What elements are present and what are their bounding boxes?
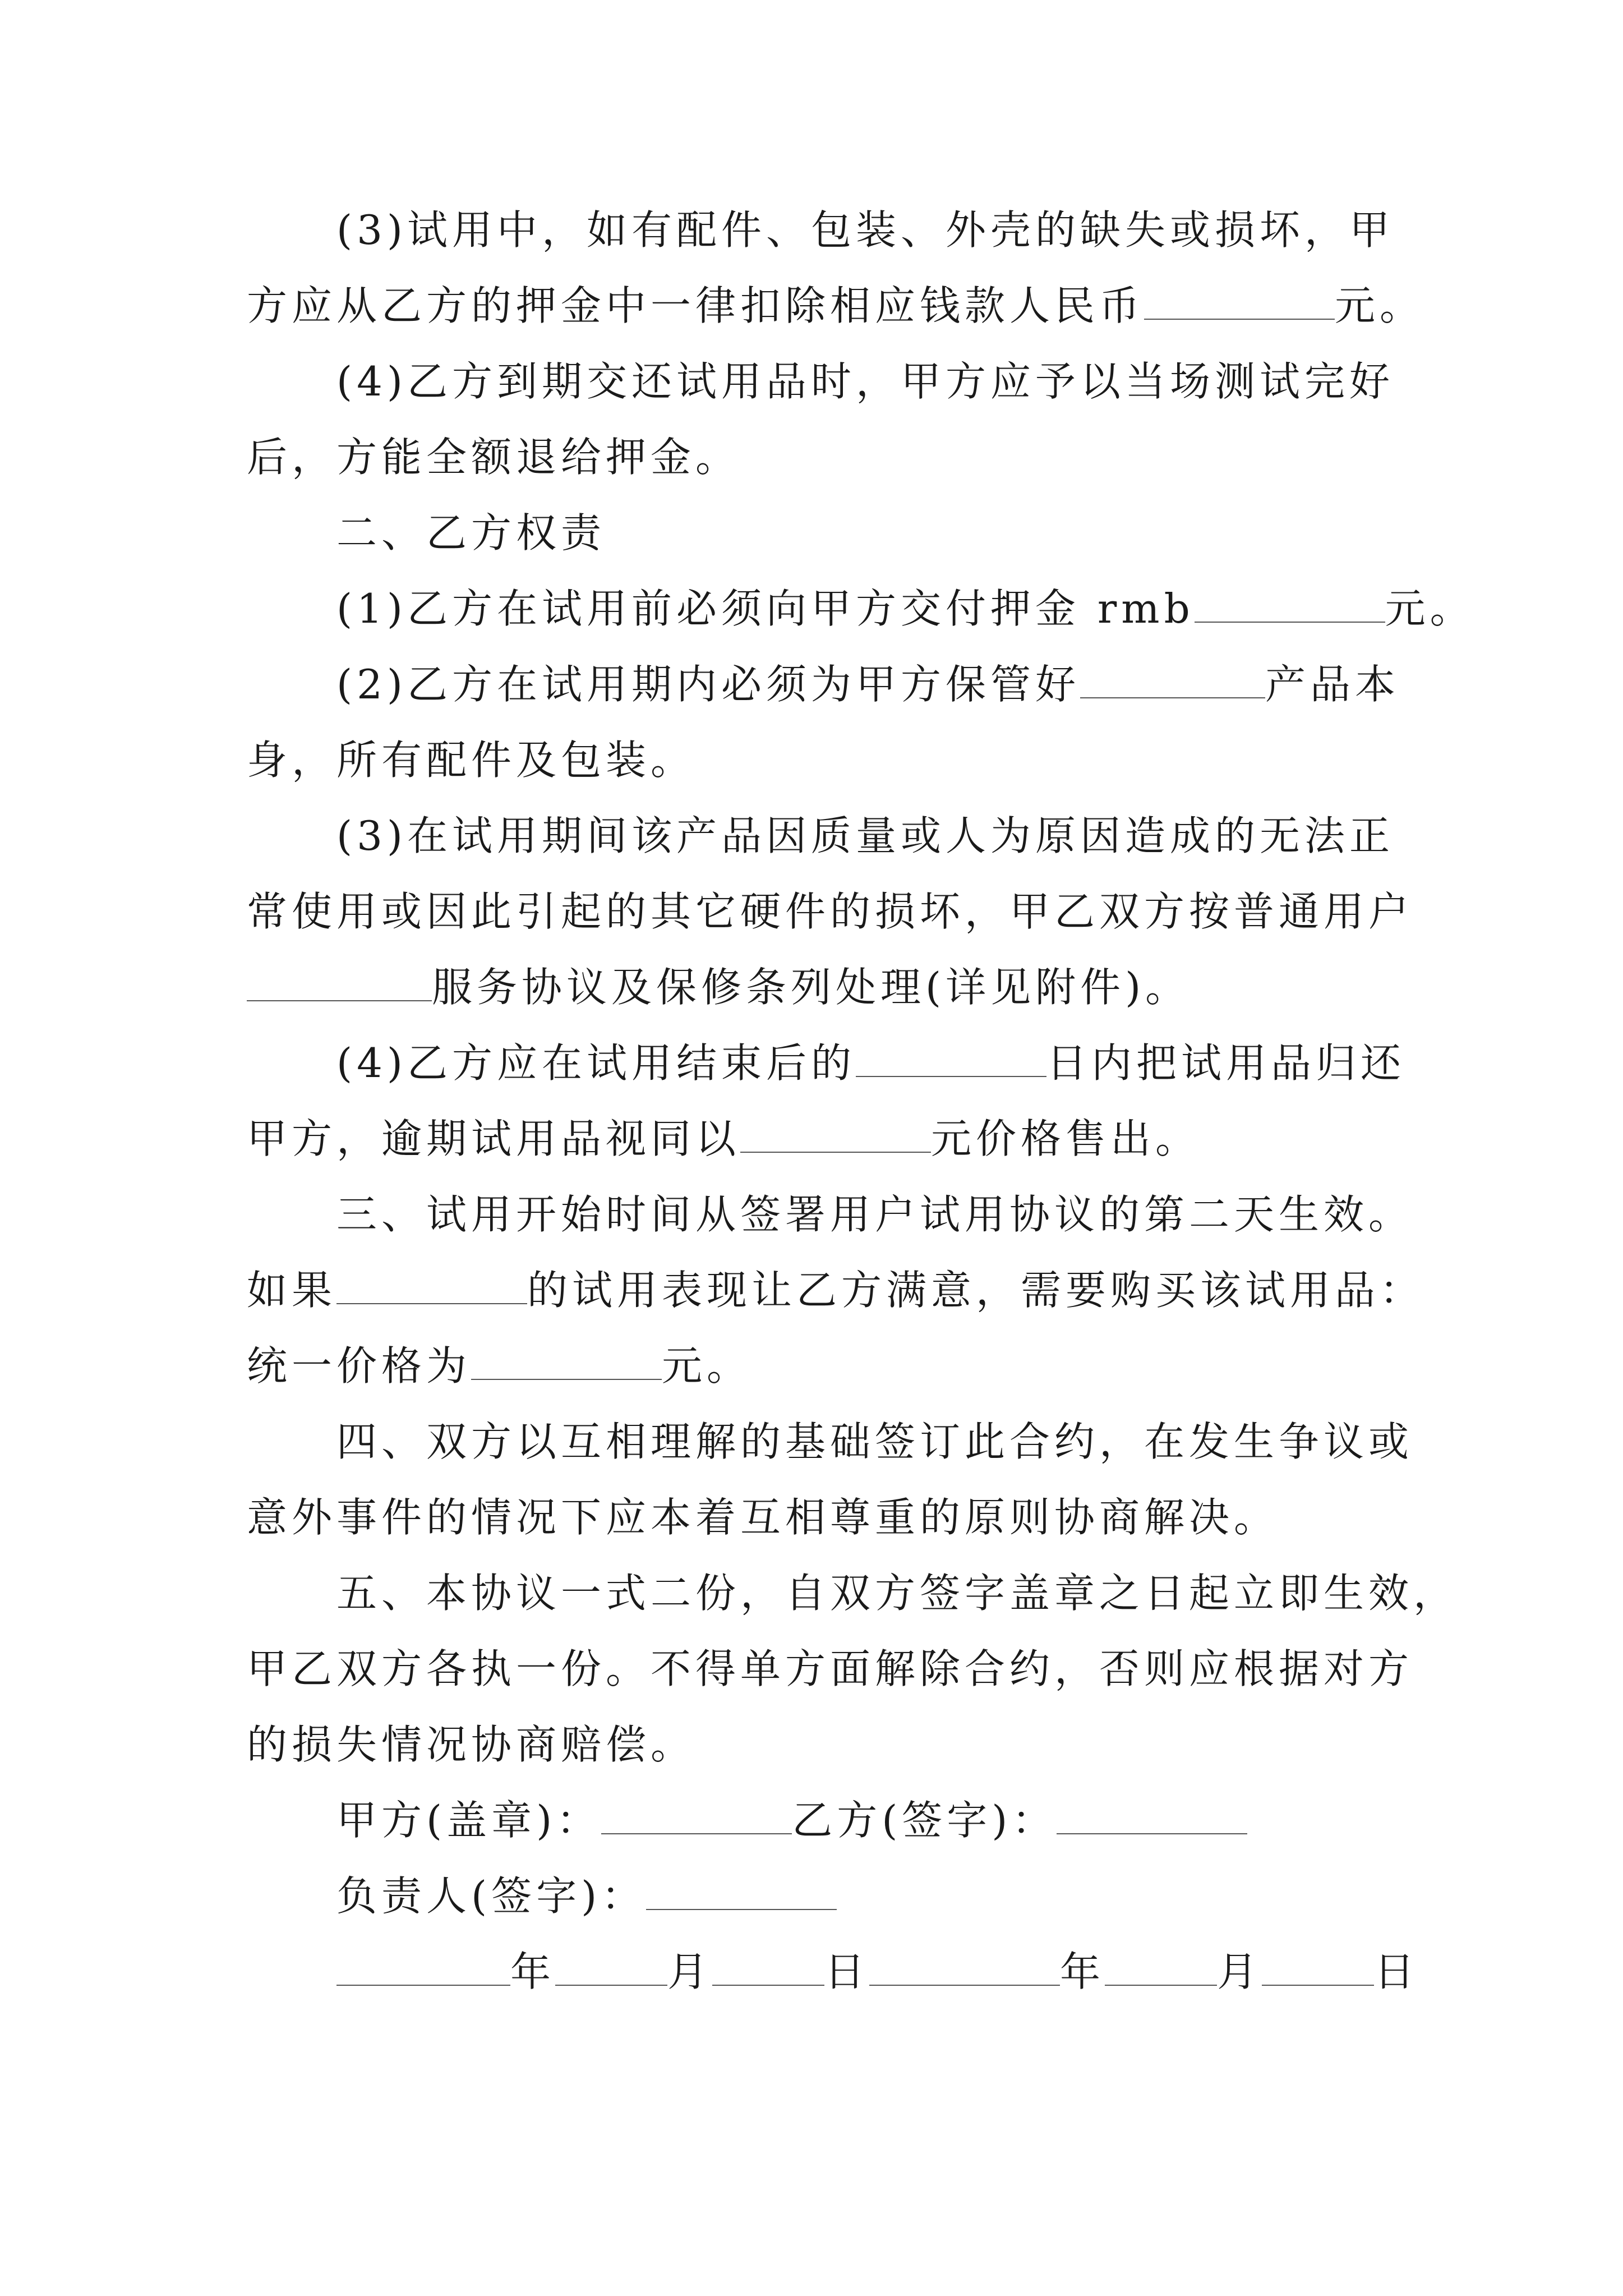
clause-text: 甲方，逾期试用品视同以 — [247, 1115, 741, 1162]
month-blank-b — [1105, 1945, 1217, 1986]
day-blank-b — [1262, 1945, 1374, 1986]
clause-3-line1 — [336, 1186, 1413, 1243]
date-line — [336, 1944, 1419, 2000]
clause-a4-line1 — [336, 353, 1394, 409]
responsible-person-label: 负责人(签字)： — [336, 1872, 647, 1920]
clause-text: 身，所有配件及包装。 — [247, 737, 696, 784]
clause-text: 服务协议及保修条列处理(详见附件)。 — [432, 964, 1191, 1011]
clause-text: (2)乙方在试用期内必须为甲方保管好 — [336, 661, 1080, 708]
clause-text: 元。 — [662, 1342, 752, 1389]
day-label: 日 — [824, 1948, 870, 1995]
clause-text: 常使用或因此引起的其它硬件的损坏，甲乙双方按普通用户 — [247, 888, 1414, 935]
clause-4-line1 — [336, 1414, 1413, 1470]
year-blank-a — [336, 1945, 510, 1986]
clause-text: 元价格售出。 — [931, 1115, 1201, 1162]
price-blank — [740, 1112, 931, 1153]
product-name-blank — [336, 1264, 527, 1304]
agreement-blank — [247, 961, 432, 1001]
clause-text: 如果 — [247, 1267, 337, 1314]
section-heading: 二、乙方权责 — [336, 509, 606, 556]
clause-text: 日内把试用品归还 — [1046, 1039, 1406, 1087]
clause-4-line2 — [247, 1489, 1279, 1545]
clause-b4-line1 — [336, 1035, 1405, 1091]
clause-b4-line2 — [247, 1111, 1200, 1167]
days-blank — [856, 1037, 1046, 1077]
clause-text: 元。 — [1385, 585, 1475, 632]
party-a-label: 甲方(盖章)： — [336, 1797, 602, 1844]
deposit-blank — [1195, 582, 1385, 623]
clause-text: (3)在试用期间该产品因质量或人为原因造成的无法正 — [336, 812, 1394, 859]
clause-b2-line1 — [336, 656, 1400, 712]
clause-text: 三、试用开始时间从签署用户试用协议的第二天生效。 — [336, 1191, 1414, 1238]
year-label: 年 — [510, 1948, 556, 1995]
product-blank — [1080, 658, 1265, 698]
clause-3-line3 — [247, 1338, 751, 1394]
year-label: 年 — [1060, 1948, 1105, 1995]
signature-line — [336, 1792, 1247, 1848]
clause-text: 产品本 — [1265, 661, 1400, 708]
section-heading-2 — [336, 505, 606, 561]
clause-text: 的试用表现让乙方满意，需要购买该试用品： — [527, 1267, 1425, 1314]
clause-text: 五、本协议一式二份，自双方签字盖章之日起立即生效， — [336, 1570, 1459, 1617]
clause-text: (4)乙方应在试用结束后的 — [336, 1039, 856, 1087]
clause-a4-line2 — [247, 429, 740, 485]
clause-text: 甲乙双方各执一份。不得单方面解除合约，否则应根据对方 — [247, 1645, 1414, 1692]
clause-text: 方应从乙方的押金中一律扣除相应钱款人民币 — [247, 282, 1145, 329]
responsible-signature-blank — [646, 1870, 837, 1910]
clause-a3-line1 — [336, 202, 1394, 258]
clause-text: 元。 — [1335, 282, 1425, 329]
party-a-seal-blank — [601, 1794, 792, 1834]
party-b-signature-blank — [1057, 1794, 1247, 1834]
clause-text: 统一价格为 — [247, 1342, 472, 1389]
clause-b3-line1 — [336, 808, 1394, 864]
month-blank-a — [555, 1945, 667, 1986]
clause-3-line2 — [247, 1262, 1424, 1318]
clause-b2-line2 — [247, 732, 695, 788]
clause-b1 — [336, 581, 1475, 637]
day-blank-a — [712, 1945, 824, 1986]
clause-text: 意外事件的情况下应本着互相尊重的原则协商解决。 — [247, 1494, 1279, 1541]
clause-b3-line3 — [247, 959, 1190, 1015]
clause-5-line3 — [247, 1717, 695, 1773]
clause-b3-line2 — [247, 884, 1413, 940]
clause-text: (4)乙方到期交还试用品时，甲方应予以当场测试完好 — [336, 358, 1394, 405]
clause-text: 四、双方以互相理解的基础签订此合约，在发生争议或 — [336, 1418, 1414, 1465]
responsible-person-line — [336, 1868, 837, 1924]
clause-text: (3)试用中，如有配件、包装、外壳的缺失或损坏，甲 — [336, 206, 1394, 254]
clause-a3-line2 — [247, 278, 1424, 334]
clause-text: (1)乙方在试用前必须向甲方交付押金 rmb — [336, 585, 1195, 632]
party-b-label: 乙方(签字)： — [792, 1797, 1057, 1844]
clause-5-line1 — [336, 1565, 1458, 1621]
clause-5-line2 — [247, 1641, 1413, 1697]
year-blank-b — [869, 1945, 1060, 1986]
day-label: 日 — [1374, 1948, 1419, 1995]
clause-text: 后，方能全额退给押金。 — [247, 434, 741, 481]
unified-price-blank — [471, 1340, 662, 1380]
amount-blank — [1144, 279, 1335, 320]
month-label: 月 — [667, 1948, 713, 1995]
month-label: 月 — [1217, 1948, 1262, 1995]
clause-text: 的损失情况协商赔偿。 — [247, 1721, 696, 1768]
